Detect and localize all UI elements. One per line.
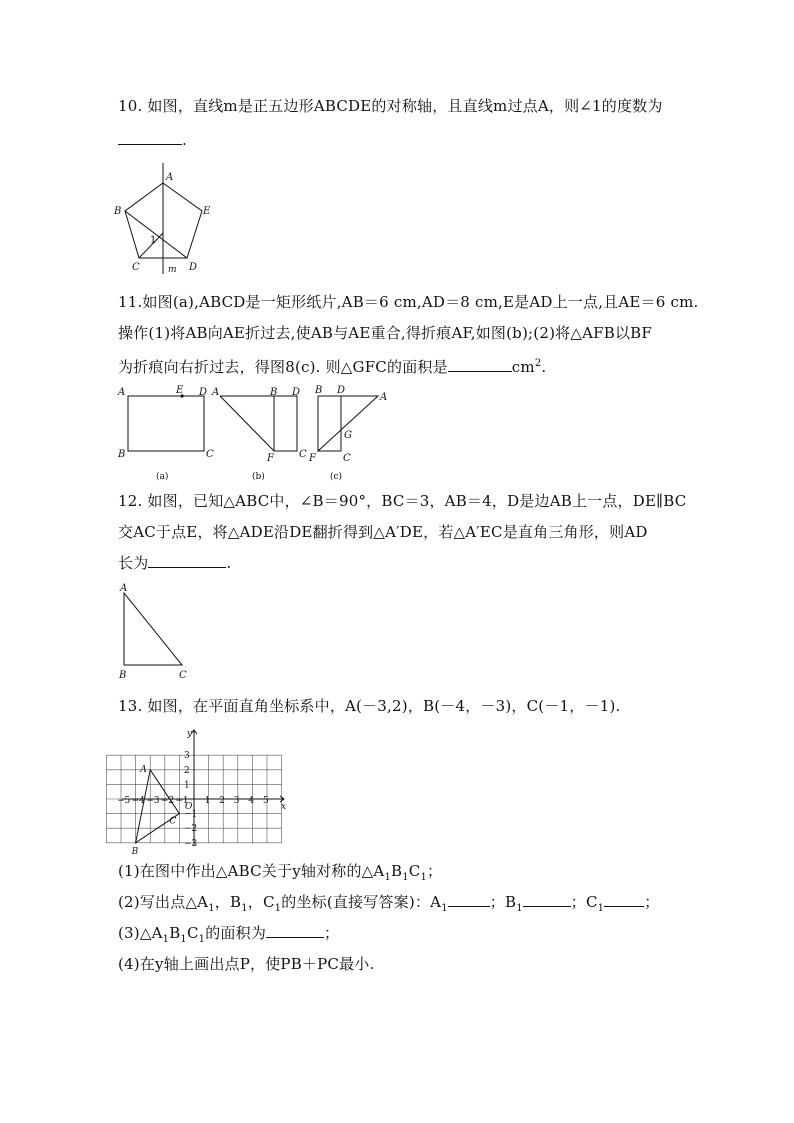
q13-part3 xyxy=(118,923,339,950)
q12-triangle-figure xyxy=(112,580,196,684)
p3-pre: (3)△A xyxy=(118,924,163,942)
area-blank[interactable] xyxy=(266,923,324,938)
fc-F: F xyxy=(309,453,316,464)
p1-mid2: C xyxy=(408,862,421,880)
p1-sub2: 1 xyxy=(402,872,409,883)
label-D: D xyxy=(189,262,198,273)
t-C: C xyxy=(179,670,187,681)
fb-C: C xyxy=(299,449,307,460)
fc-caption: (c) xyxy=(330,472,343,482)
q11-unit: cm xyxy=(511,358,535,376)
q10-answer-blank[interactable] xyxy=(118,130,182,145)
q11-fold-figures xyxy=(112,380,402,484)
fa-caption: (a) xyxy=(156,472,169,482)
p2-b: ，B xyxy=(214,893,242,911)
y-axis-label: y xyxy=(187,729,193,739)
p1-sub1: 1 xyxy=(384,872,391,883)
q10-text xyxy=(118,96,663,116)
p2-c1-sub: 1 xyxy=(597,903,605,914)
q12-line1: 12. 如图，已知△ABC中，∠B＝90°，BC＝3，AB＝4，D是边AB上一点，DE∥BC xyxy=(118,492,687,510)
fb-F: F xyxy=(267,453,274,464)
p3-b: B xyxy=(169,924,181,942)
origin-label: O xyxy=(185,802,193,812)
label-E: E xyxy=(203,206,211,217)
fb-caption: (b) xyxy=(252,472,265,482)
fb-D: D xyxy=(292,387,301,398)
fc-C: C xyxy=(343,453,351,464)
p3-s1: 1 xyxy=(162,934,170,945)
q11-line3-text: 为折痕向右折过去，得图8(c). 则△GFC的面积是 xyxy=(118,358,448,376)
p1-sub3: 1 xyxy=(420,872,428,883)
p3-s3: 1 xyxy=(198,934,206,945)
fc-B: B xyxy=(315,385,323,396)
q10-end: . xyxy=(182,131,187,149)
x-tick-label: 4 xyxy=(248,796,255,806)
x-tick-label: −1 xyxy=(175,796,189,806)
fa-D: D xyxy=(199,387,208,398)
fb-B: B xyxy=(270,387,278,398)
b1-blank[interactable] xyxy=(523,892,571,907)
q12-answer-blank[interactable] xyxy=(148,553,226,568)
fc-A: A xyxy=(380,392,388,403)
p3-c: C xyxy=(186,924,199,942)
x-axis-label: x xyxy=(281,802,287,812)
x-tick-label: −3 xyxy=(146,796,160,806)
label-A: A xyxy=(166,172,174,183)
x-tick-label: 2 xyxy=(219,796,225,806)
p2-b1-sub: 1 xyxy=(516,903,523,914)
point-A-label: A xyxy=(140,764,147,775)
q11-answer-blank[interactable] xyxy=(448,357,512,372)
p2-sub3: 1 xyxy=(274,903,282,914)
q10-pentagon-figure xyxy=(110,158,220,278)
x-tick-labels xyxy=(117,796,269,806)
p2-a1-sub: 1 xyxy=(441,903,448,914)
x-tick-label: 5 xyxy=(263,796,269,806)
p3-end: 的面积为 xyxy=(205,924,267,942)
label-B: B xyxy=(114,206,122,217)
shape-c xyxy=(318,396,378,451)
triangle-abc-on-grid xyxy=(136,770,180,843)
q11-end: . xyxy=(541,358,547,376)
p3-tail: ； xyxy=(324,924,340,942)
q10-answer-line xyxy=(118,130,187,150)
c1-blank[interactable] xyxy=(604,892,644,907)
q11-line1: 11.如图(a),ABCD是一矩形纸片,AB＝6 cm,AD＝8 cm,E是AD上一点,且AE＝6 cm. xyxy=(118,293,699,311)
x-tick-label: −4 xyxy=(131,796,145,806)
point-B-label: B xyxy=(131,846,139,857)
fc-G: G xyxy=(344,430,352,441)
fa-A: A xyxy=(118,387,126,398)
a1-blank[interactable] xyxy=(448,892,490,907)
q11-unit-sup: 2 xyxy=(534,358,542,369)
q10-stem: 10. 如图，直线m是正五边形ABCDE的对称轴，且直线m过点A，则∠1的度数为 xyxy=(118,97,663,115)
label-m: m xyxy=(168,265,177,275)
y-tick-label: −3 xyxy=(184,838,198,849)
angle-1-label: 1 xyxy=(150,235,157,246)
q11-line2: 操作(1)将AB向AE折过去,使AB与AE重合,得折痕AF,如图(b);(2)将△AFB以BF xyxy=(118,324,652,342)
fa-E: E xyxy=(176,385,184,396)
q12-line2: 交AC于点E，将△ADE沿DE翻折得到△A′DE，若△A′EC是直角三角形，则AD xyxy=(118,523,648,541)
p2-pre: (2)写出点△A xyxy=(118,893,209,911)
shape-b xyxy=(220,396,297,451)
p2-sep2: ；C xyxy=(570,893,598,911)
fa-C: C xyxy=(206,449,214,460)
t-B: B xyxy=(119,670,127,681)
y-tick-label: −1 xyxy=(184,809,198,820)
rect-a xyxy=(128,396,204,451)
x-tick-label: 1 xyxy=(204,796,211,806)
t-A: A xyxy=(120,583,128,594)
fc-D: D xyxy=(337,385,346,396)
p2-c: ，C xyxy=(247,893,275,911)
point-C-label: C xyxy=(169,816,177,827)
p1-mid1: B xyxy=(391,862,403,880)
x-tick-label: −2 xyxy=(160,796,175,806)
p2-sub2: 1 xyxy=(241,903,248,914)
fb-A: A xyxy=(212,387,220,398)
q12-end: . xyxy=(226,554,232,572)
x-tick-label: −5 xyxy=(117,796,131,806)
q11-line3 xyxy=(118,354,546,377)
y-tick-label: 1 xyxy=(184,780,190,791)
q13-part4: (4)在y轴上画出点P，使PB＋PC最小. xyxy=(118,955,375,973)
x-tick-label: 3 xyxy=(233,796,240,806)
q13-text: 13. 如图，在平面直角坐标系中，A(－3,2)，B(－4，－3)，C(－1，－1). xyxy=(118,697,621,715)
p3-s2: 1 xyxy=(180,934,187,945)
p1-end: ； xyxy=(427,862,443,880)
q13-part1 xyxy=(118,861,442,888)
p2-sub1: 1 xyxy=(208,903,215,914)
triangle-abc xyxy=(124,593,182,665)
q12-line3 xyxy=(118,553,231,573)
label-C: C xyxy=(132,262,140,273)
q13-coordinate-grid xyxy=(112,724,292,857)
q12-line3-text: 长为 xyxy=(118,554,149,572)
p2-mid: 的坐标(直接写答案)：A xyxy=(281,893,442,911)
q13-part2 xyxy=(118,892,659,919)
p1-pre: (1)在图中作出△ABC关于y轴对称的△A xyxy=(118,862,385,880)
y-tick-label: −2 xyxy=(184,824,198,835)
fa-B: B xyxy=(118,449,126,460)
p2-sep1: ；B xyxy=(489,893,517,911)
y-tick-label: 3 xyxy=(184,751,190,762)
p2-end: ； xyxy=(644,893,660,911)
y-tick-label: 2 xyxy=(184,765,190,776)
